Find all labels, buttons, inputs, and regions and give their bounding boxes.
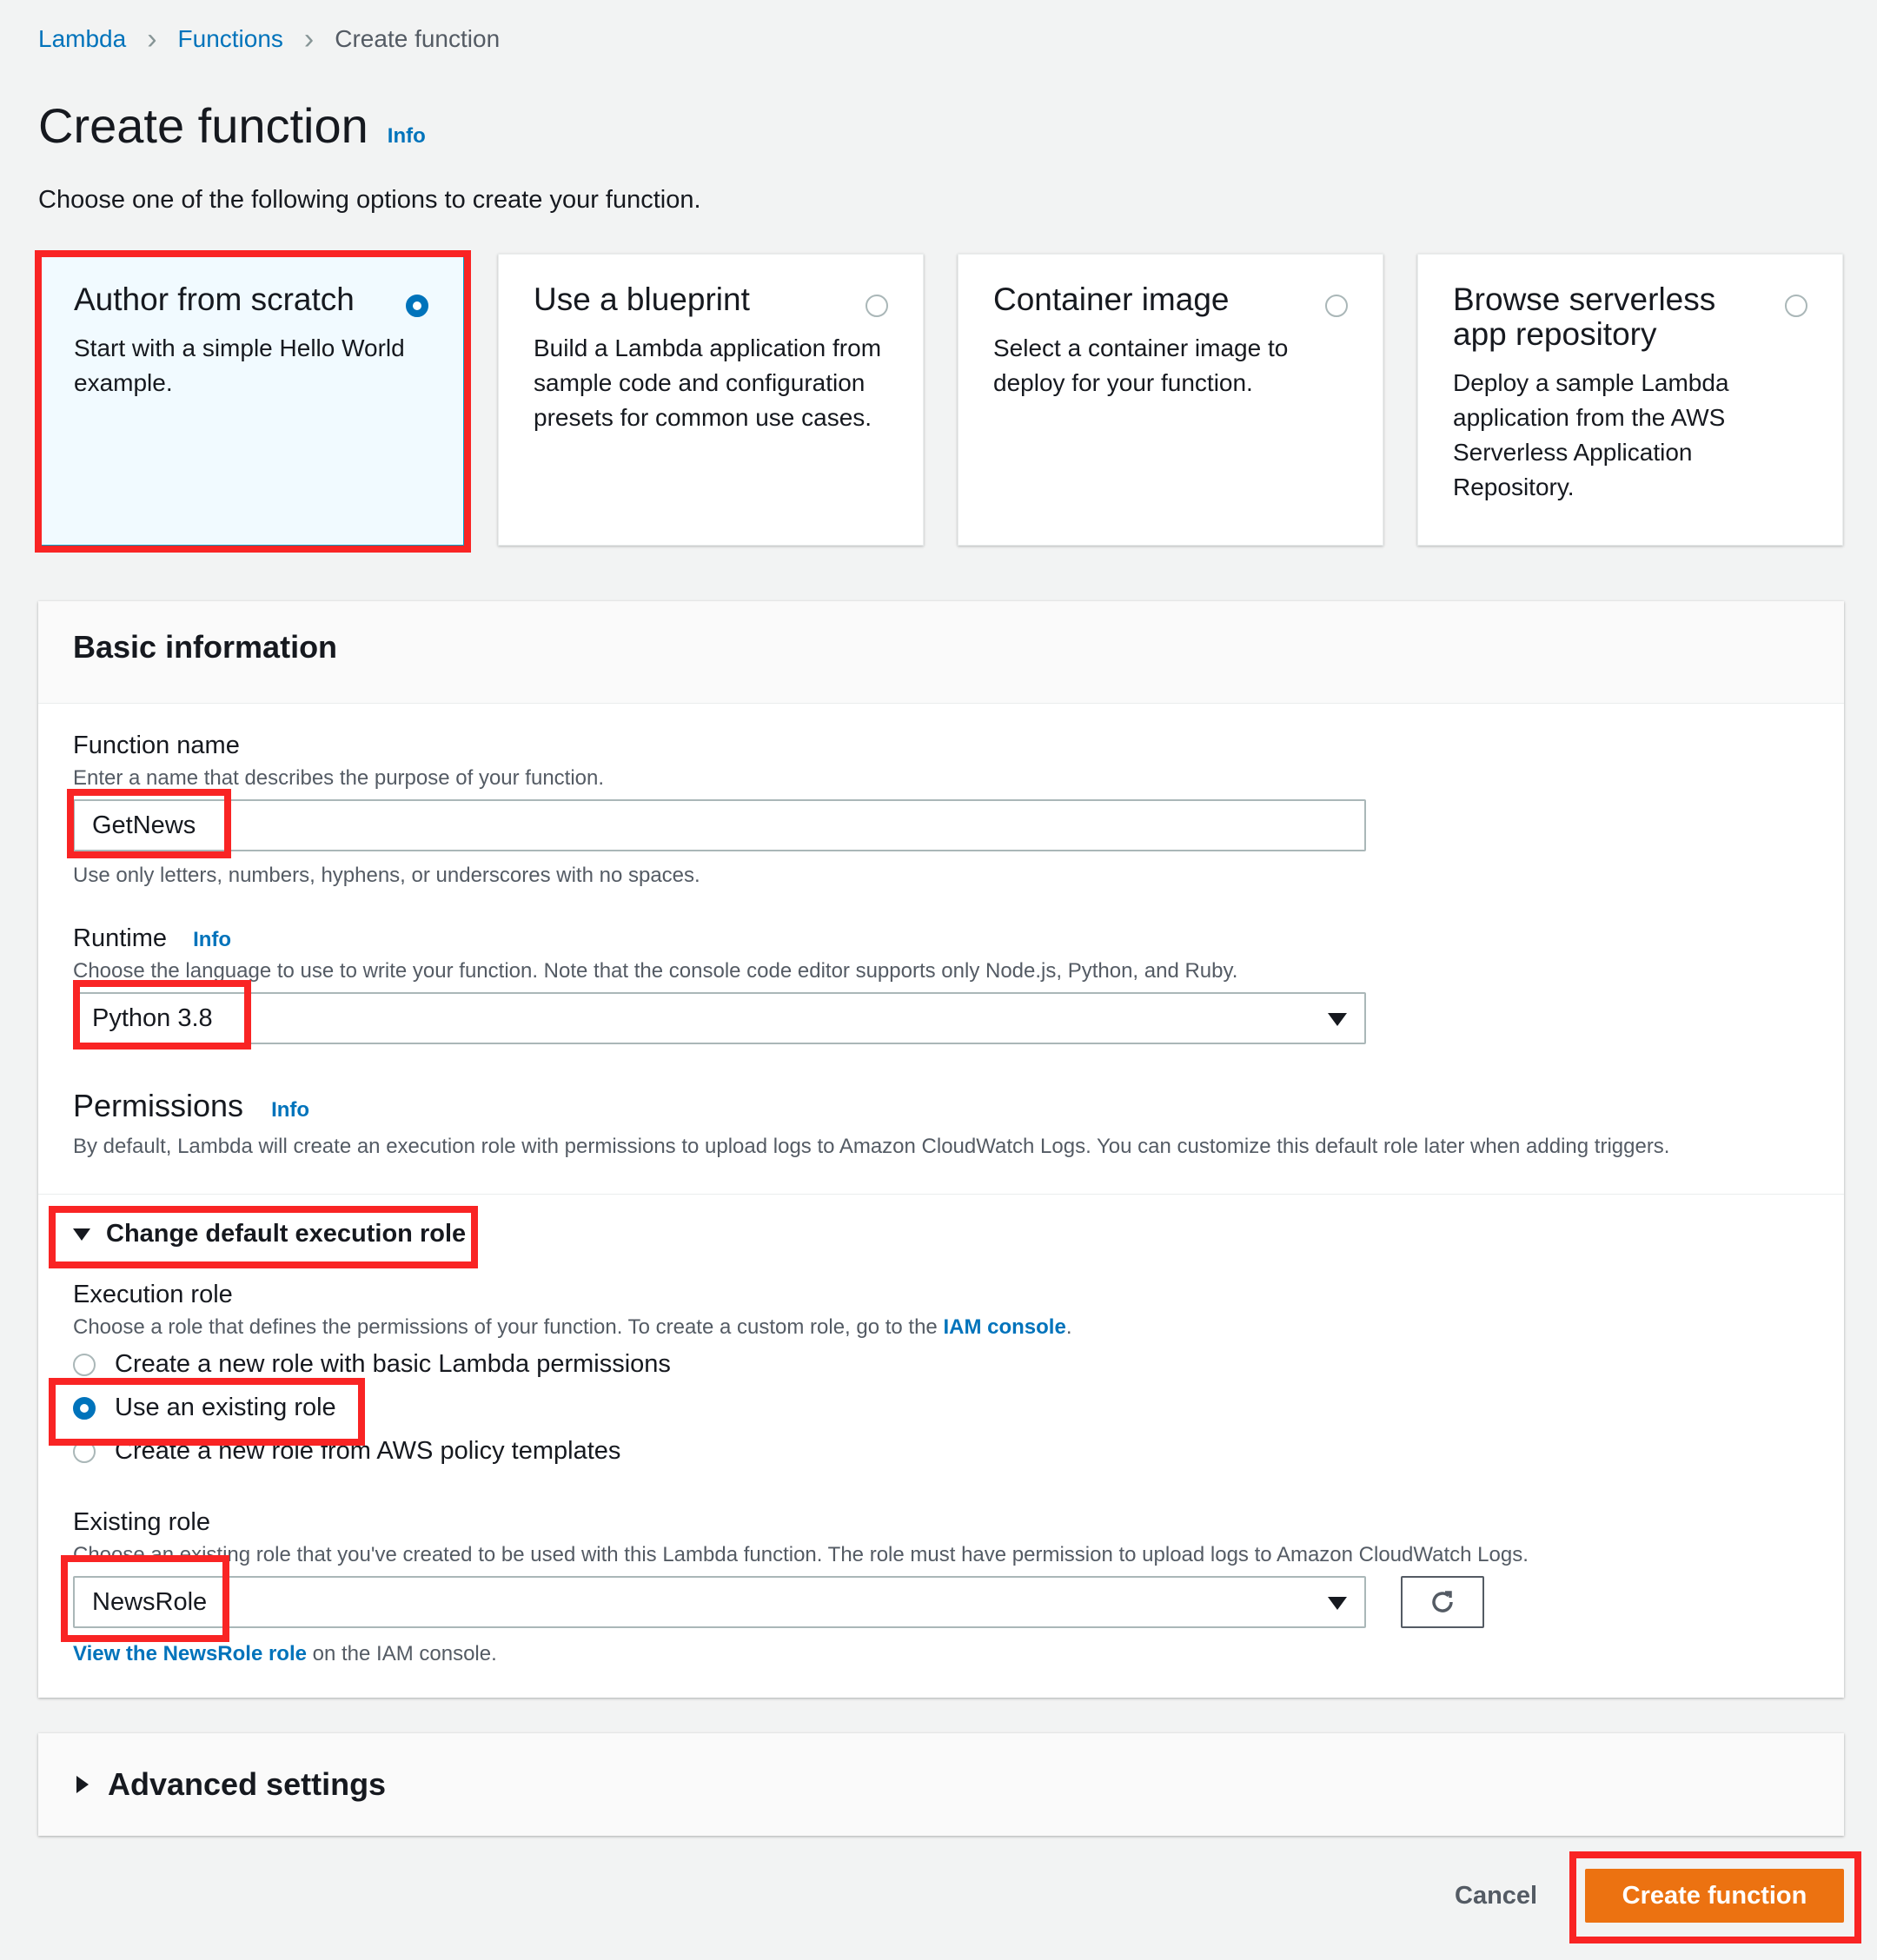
permissions-title-row (73, 1088, 309, 1124)
breadcrumb-functions[interactable]: Functions (177, 25, 283, 52)
option-browse-serverless-repo[interactable] (1417, 254, 1843, 546)
view-role-link[interactable]: View the NewsRole role (73, 1642, 307, 1665)
refresh-icon (1428, 1587, 1457, 1617)
role-option-label: Create a new role with basic Lambda permissions (115, 1350, 671, 1378)
page-info-link[interactable]: Info (387, 124, 426, 148)
execution-role-hint (73, 1315, 1071, 1340)
create-function-button[interactable]: Create function (1585, 1869, 1844, 1923)
caret-down-icon (73, 1228, 90, 1241)
option-radio[interactable] (1325, 295, 1348, 317)
view-role-row (73, 1642, 497, 1666)
change-default-role-expander[interactable] (73, 1220, 466, 1248)
caret-right-icon (76, 1776, 89, 1793)
runtime-label: Runtime (73, 924, 167, 952)
runtime-info-link[interactable]: Info (193, 928, 232, 951)
caret-down-icon (1328, 1597, 1347, 1610)
iam-console-link[interactable]: IAM console (943, 1315, 1066, 1339)
role-radio[interactable] (73, 1354, 96, 1376)
refresh-roles-button[interactable] (1401, 1576, 1484, 1628)
view-role-suffix: on the IAM console. (306, 1642, 497, 1665)
role-option-policy-templates[interactable] (73, 1437, 620, 1466)
runtime-value: Python 3.8 (92, 1003, 213, 1032)
option-radio[interactable] (406, 295, 428, 317)
option-title: Author from scratch (74, 281, 355, 317)
runtime-select[interactable] (73, 992, 1366, 1044)
existing-role-label: Existing role (73, 1508, 210, 1536)
function-name-value: GetNews (92, 811, 196, 839)
runtime-label-row (73, 924, 231, 953)
runtime-hint: Choose the language to use to write your function. Note that the console code editor supports only Node.js, Python, and Ruby. (73, 959, 1238, 983)
role-radio[interactable] (73, 1397, 96, 1420)
divider (38, 1194, 1844, 1195)
execution-role-hint-suffix: . (1065, 1315, 1072, 1339)
advanced-settings-expander[interactable] (76, 1766, 386, 1803)
option-desc: Deploy a sample Lambda application from the AWS Serverless Application Repository. (1453, 369, 1729, 500)
role-option-label: Use an existing role (115, 1394, 336, 1421)
role-option-use-existing[interactable] (73, 1394, 336, 1422)
panel-header: Basic information (38, 601, 1844, 704)
breadcrumb-lambda[interactable]: Lambda (38, 25, 127, 52)
basic-information-panel (38, 601, 1844, 1698)
chevron-right-icon: › (147, 23, 157, 56)
function-name-constraint: Use only letters, numbers, hyphens, or underscores with no spaces. (73, 864, 700, 887)
permissions-info-link[interactable]: Info (271, 1098, 310, 1122)
existing-role-select[interactable] (73, 1576, 1366, 1628)
function-name-hint: Enter a name that describes the purpose of your function. (73, 766, 605, 790)
advanced-settings-panel[interactable] (38, 1733, 1844, 1836)
option-radio[interactable] (1785, 295, 1807, 317)
execution-role-label: Execution role (73, 1281, 233, 1308)
caret-down-icon (1328, 1013, 1347, 1026)
option-author-from-scratch[interactable] (38, 254, 464, 546)
role-option-label: Create a new role from AWS policy templates (115, 1437, 621, 1465)
option-desc: Build a Lambda application from sample code and configuration presets for common use cases. (534, 334, 882, 431)
existing-role-hint: Choose an existing role that you've created to be used with this Lambda function. The role must have permission to upload logs to Amazon CloudWatch Logs. (73, 1543, 1529, 1566)
change-default-role-label: Change default execution role (106, 1220, 467, 1248)
permissions-title: Permissions (73, 1088, 244, 1123)
option-container-image[interactable] (958, 254, 1383, 546)
breadcrumb-current: Create function (335, 25, 501, 52)
option-use-blueprint[interactable] (498, 254, 924, 546)
role-option-create-basic[interactable] (73, 1350, 671, 1379)
role-radio[interactable] (73, 1440, 96, 1463)
option-desc: Select a container image to deploy for your function. (993, 334, 1289, 396)
page-title: Create function (38, 98, 368, 153)
option-title: Browse serverless app repository (1453, 281, 1716, 352)
option-title: Container image (993, 281, 1230, 317)
page-intro: Choose one of the following options to create your function. (38, 186, 701, 214)
page-title-row (38, 97, 426, 154)
option-title: Use a blueprint (534, 281, 750, 317)
breadcrumb (38, 24, 500, 54)
cancel-button[interactable]: Cancel (1455, 1882, 1538, 1910)
advanced-settings-label: Advanced settings (108, 1766, 387, 1802)
function-name-label: Function name (73, 732, 240, 759)
function-name-input[interactable] (73, 799, 1366, 851)
existing-role-value: NewsRole (92, 1587, 208, 1616)
chevron-right-icon: › (303, 23, 315, 56)
option-radio[interactable] (866, 295, 888, 317)
execution-role-hint-text: Choose a role that defines the permissions of your function. To create a custom role, go to the (73, 1315, 944, 1339)
permissions-desc: By default, Lambda will create an execution role with permissions to upload logs to Amazon CloudWatch Logs. You can customize this default role later when adding triggers. (73, 1135, 1670, 1158)
option-desc: Start with a simple Hello World example. (74, 334, 405, 396)
